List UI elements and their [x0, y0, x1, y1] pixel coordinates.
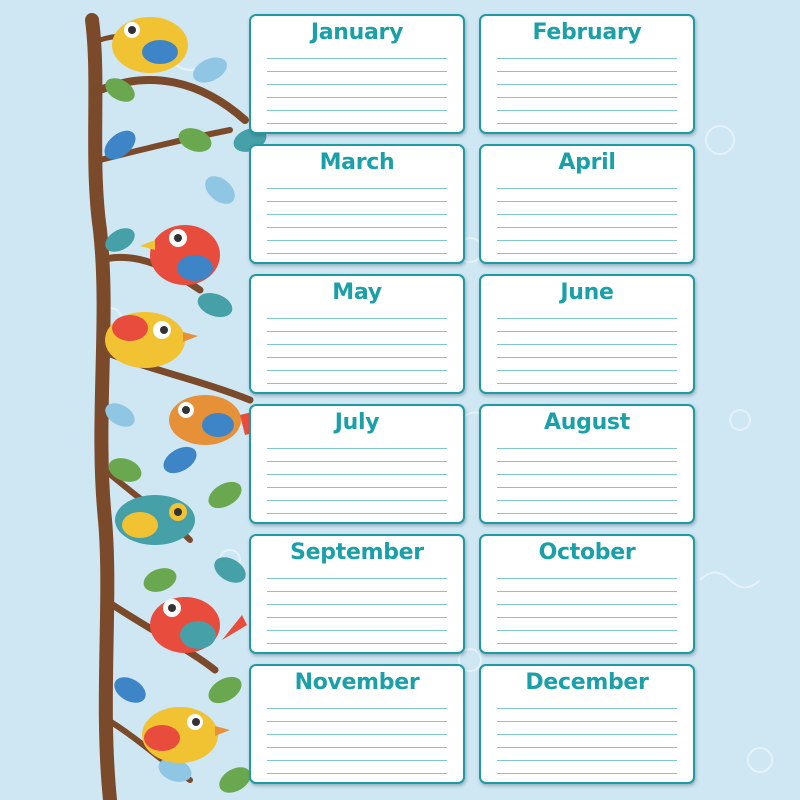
month-title: November: [294, 670, 420, 695]
writing-lines: [267, 318, 447, 394]
month-card-october: [479, 534, 695, 654]
month-title: May: [332, 280, 382, 305]
month-title: August: [544, 410, 630, 435]
writing-lines: [497, 318, 677, 394]
writing-lines: [267, 188, 447, 264]
writing-lines: [267, 708, 447, 784]
writing-lines: [267, 58, 447, 134]
month-title: February: [532, 20, 642, 45]
writing-lines: [497, 448, 677, 524]
month-card-april: [479, 144, 695, 264]
month-card-may: [249, 274, 465, 394]
writing-lines: [497, 58, 677, 134]
bird-icon: [115, 495, 195, 545]
month-card-july: [249, 404, 465, 524]
writing-lines: [267, 448, 447, 524]
writing-lines: [497, 188, 677, 264]
month-card-march: [249, 144, 465, 264]
month-card-august: [479, 404, 695, 524]
month-title: March: [319, 150, 395, 175]
bird-icon: [112, 17, 188, 73]
month-card-september: [249, 534, 465, 654]
month-card-november: [249, 664, 465, 784]
writing-lines: [497, 578, 677, 654]
month-card-june: [479, 274, 695, 394]
month-title: July: [334, 410, 380, 435]
month-title: June: [560, 280, 614, 305]
month-title: October: [538, 540, 636, 565]
month-title: December: [525, 670, 649, 695]
month-card-february: [479, 14, 695, 134]
writing-lines: [497, 708, 677, 784]
month-card-january: [249, 14, 465, 134]
month-title: January: [310, 20, 404, 45]
writing-lines: [267, 578, 447, 654]
month-title: September: [290, 540, 424, 565]
month-title: April: [558, 150, 616, 175]
month-card-december: [479, 664, 695, 784]
